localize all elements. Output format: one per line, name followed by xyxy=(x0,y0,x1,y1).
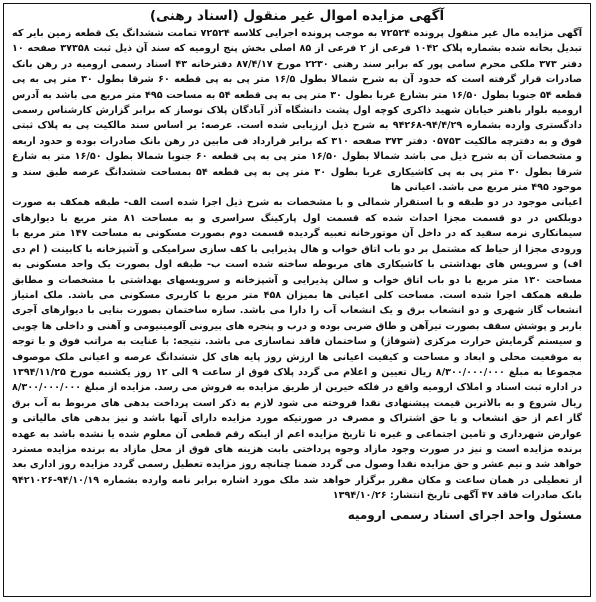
auction-notice xyxy=(3,3,591,597)
notice-title: آگهی مزایده اموال غیر منقول (اسناد رهنی) xyxy=(149,8,445,24)
notice-paragraph-property: آگهی مزایده مال غیر منقول پرونده ۷۲۵۲۴ به موجب پرونده اجرایی کلاسه ۷۲۵۲۴ تمامت ششدانگ یک قطعه زمین بایر که تبدیل بخانه شده بشماره پلاک ۱۰۴۲ فرعی از ۲ فرعی از ۸۵ اصلی بخش پنج ارومیه که سند آن ذیل ثبت ۳۷۳۵۸ صفحه ۱۰ دفتر ۳۷۳ ملکی محرم سامی پور که برابر سند رهنی ۲۲۳۰ مورخ ۸۷/۴/۱۷ دفترخانه ۴۳ اسناد رسمی ارومیه در رهن بانک صادرات قرار گرفته است که حدود آن به شرح شمالا بطول ۱۶/۵ متر پی به پی قطعه ۶۰ شرقا بطول ۳۰ متر پی به پی قطعه ۵۴ جنوبا بطول ۱۶/۵۰ متر بشارع غربا بطول ۳۰ متر پی به پی قطعه ۵۴ به مساحت ۴۹۵ متر مربع می باشد به آدرس ارومیه بلوار باهنر خیابان شهید ذاکری کوچه اول پشت دانشگاه آذر آبادگان پلاک نوساز که برابر گزارش کارشناس رسمی دادگستری وارده بشماره ۹۴/۴/۲۹-۹۴۲۶۸ به شرح ذیل ارزیابی شده است. عرصه: بر اساس سند مالکیت پی به پلاک ثبتی فوق و به دفترچه مالکیت ۰۵۷۵۳ دفتر ۳۷۳ صفحه ۳۱۰ که برابر قرارداد فی مابین در رهن بانک صادرات بوده و حدود اربعه و مشخصات آن به شرح ذیل می باشد شمالا بطول ۱۶/۵۰ متر پی به پی قطعه ۶۰ جنوبا شمالا بطول ۱۶/۵۰ متر به شارع شرقا بطول ۳۰ متر پی به پی کاشیکاری غربا بطول ۳۰ متر پی به پی قطعه ۵۴ بمساحت ششدانگ عرصه طبق سند و موجود ۴۹۵ متر مربع می باشد. اعیانی ها xyxy=(12,28,583,194)
notice-paragraph-buildings: اعیانی موجود در دو طبقه و با استقرار شمالی و با مشخصات به شرح ذیل اجرا شده است الف- طبقه همکف به صورت دوبلکس در دو قسمت مجزا احداث شده که قسمت اول پارکینگ سراسری و به مساحت ۸۱ متر مربع با دیوارهای سیمانکاری نرمه سفید که در داخل آن موتورخانه تعبیه گردیده قسمت دوم بصورت مسکونی به مساحت ۱۴۷ متر مربع با ورودی مجزا از حیاط که مشتمل بر دو باب اتاق خواب و هال پذیرایی با کف سازی سرامیکی و آشپزخانه با کابینت ( ام دی اف) و سرویس های بهداشتی با کاشیکاری های مربوطه ساخته شده است ب- طبقه اول بصورت یک واحد مسکونی به مساحت ۱۳۰ متر مربع با دو باب اتاق خواب و سالن پذیرایی و آشپزخانه و سرویسهای بهداشتی با مشخصات و مطابق طبقه همکف اجرا شده است. مساحت کلی اعیانی ها بمیزان ۴۵۸ متر مربع با کاربری مسکونی می باشد. ملک امتیاز انشعاب گاز شهری و دو انشعاب برق و یک انشعاب آب را دارا می باشد. سازه ساختمان بصورت بنایی با دیوارهای آجری باربر و پوشش سقف بصورت تیرآهن و طاق ضربی بوده و درب و پنجره های بیرونی آلومینیومی و آهنی و داخلی ها چوبی و سیستم گرمایش حرارت مرکزی (شوفاژ) و ساختمان فاقد نماسازی می باشد. نتیجه: با عنایت به مراتب فوق و با توجه به موقعیت محلی و ابعاد و مساحت و کیفیت اعیانی ها ارزش روز پایه های کل ششدانگ عرصه و اعیانی ملک موصوف مجموعا به مبلغ ۸/۳۰۰/۰۰۰/۰۰۰ ریال تعیین و اعلام می گردد پلاک فوق از ساعت ۹ الی ۱۲ روز یکشنبه مورخ ۱۳۹۴/۱۱/۲۵ در اداره ثبت اسناد و املاک ارومیه واقع در فلکه خیرین از طریق مزایده به فروش می رسد. مزایده از مبلغ ۸/۳۰۰/۰۰۰/۰۰۰ ریال شروع و به بالاترین قیمت پیشنهادی نقدا فروخته می شود لازم به ذکر است پرداخت بدهی های مربوط به آب برق گاز اعم از حق انشعاب و یا حق اشتراک و مصرف در صورتیکه مورد مزایده دارای آنها باشد و نیز بدهی های مالیاتی و عوارض شهرداری و تامین اجتماعی و غیره تا تاریخ مزایده اعم از اینکه رقم قطعی آن معلوم شده یا نشده باشد به عهده برنده مزایده است و نیز در صورت وجود مازاد وجوه پرداختی بابت هزینه های فوق از محل مازاد به برنده مزایده مسترد خواهد شد و نیم عشر و حق مزایده نقدا وصول می گردد ضمنا چنانچه روز مزایده تعطیل رسمی گردد مزایده روز اداری بعد از تعطیلی در همان ساعت و مکان مقرر برگزار خواهد شد ملک مورد اشاره برابر نامه وارده بشماره ۹۴/۱۰/۱۹-۹۴۲۱۰۲۶ بانک صادرات فاقد ۴۷ آگهی تاریخ انتشار: ۱۳۹۴/۱۰/۲۶ xyxy=(12,197,583,502)
notice-signature: مسئول واحد اجرای اسناد رسمی ارومیه xyxy=(347,507,582,522)
